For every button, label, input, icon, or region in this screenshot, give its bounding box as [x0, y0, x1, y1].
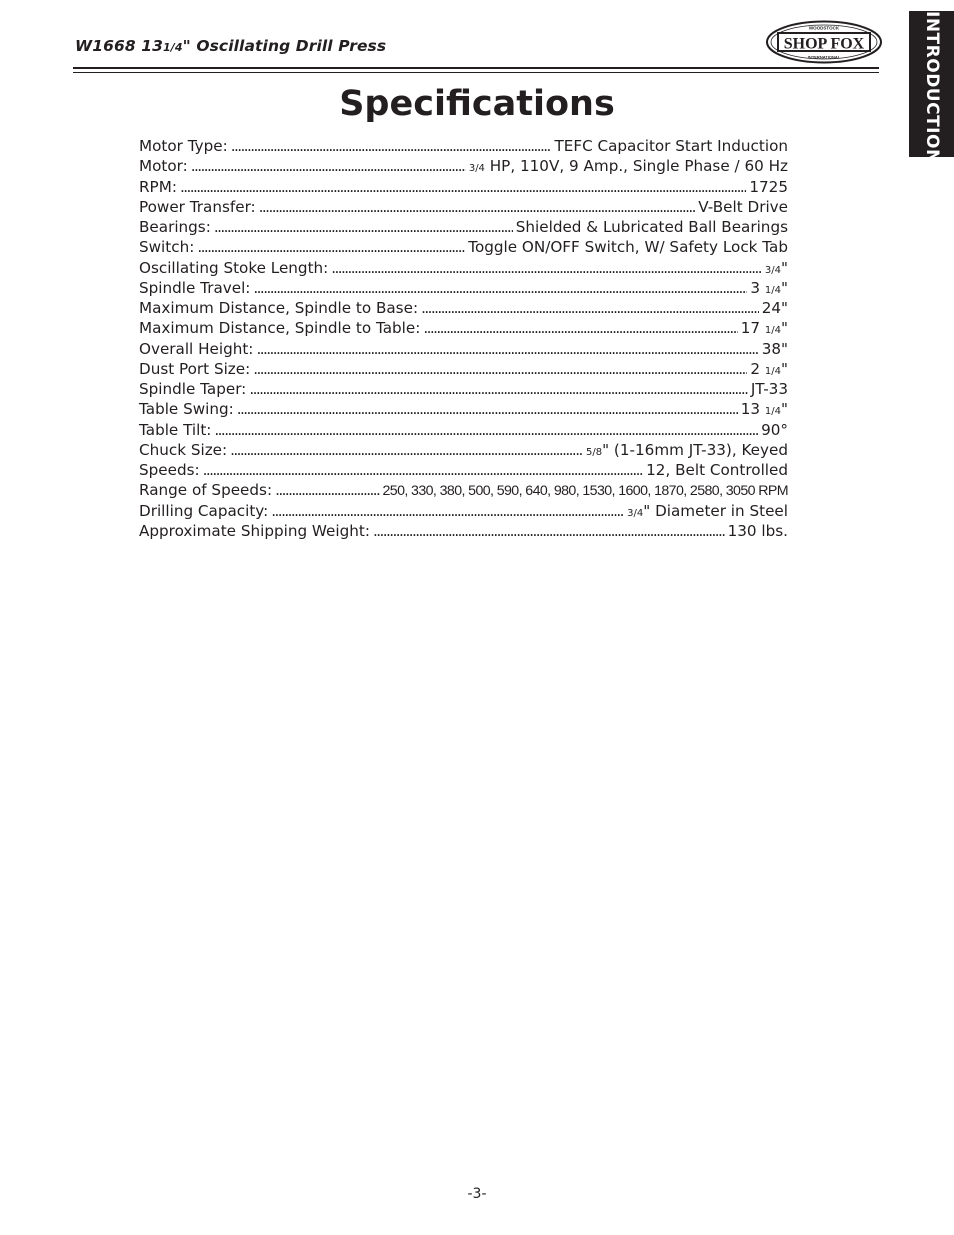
spec-value — [762, 340, 788, 358]
spec-value — [761, 421, 788, 439]
spec-value-text: Toggle ON/OFF Switch, W/ Safety Lock Tab — [468, 238, 788, 257]
spec-label: Approximate Shipping Weight: — [139, 521, 370, 540]
spec-row — [139, 360, 788, 380]
spec-label: Range of Speeds: — [139, 481, 273, 500]
spec-row — [139, 157, 788, 177]
spec-value — [765, 259, 788, 277]
spec-row — [139, 218, 788, 238]
spec-row — [139, 522, 788, 542]
dot-leader — [331, 259, 762, 277]
spec-value-text: 24" — [761, 299, 788, 317]
spec-label: Motor: — [139, 157, 188, 176]
spec-label: Overall Height: — [139, 339, 254, 358]
spec-value — [749, 178, 788, 196]
spec-label: Drilling Capacity: — [139, 501, 269, 520]
spec-value — [741, 319, 788, 337]
dot-leader — [180, 178, 746, 196]
spec-row — [139, 380, 788, 400]
section-tab-label: INTRODUCTION — [922, 11, 942, 164]
logo-text: SHOP FOX — [783, 35, 865, 53]
specifications-list — [139, 137, 788, 542]
dot-leader — [253, 360, 747, 378]
dot-leader — [271, 502, 624, 520]
dot-leader — [253, 279, 747, 297]
spec-value-text: Shielded & Lubricated Ball Bearings — [515, 218, 788, 236]
spec-value — [751, 380, 788, 398]
dot-leader — [259, 198, 696, 216]
spec-value-fraction: 3/4 — [764, 264, 781, 276]
dot-leader — [203, 461, 644, 479]
page-number: -3- — [467, 1186, 487, 1202]
spec-value — [586, 441, 788, 459]
spec-value-fraction: 1/4 — [764, 325, 781, 337]
spec-label: Speeds: — [139, 461, 200, 479]
spec-value-fraction: 5/8 — [586, 446, 603, 458]
spec-row — [139, 319, 788, 339]
spec-value-suffix: " — [781, 400, 788, 419]
spec-label: Dust Port Size: — [139, 359, 251, 378]
spec-value-text: 130 lbs. — [727, 521, 788, 540]
spec-row — [139, 441, 788, 461]
spec-label: Maximum Distance, Spindle to Base: — [139, 299, 419, 317]
spec-value-text: 1725 — [749, 177, 788, 196]
spec-value-text: 17 — [740, 319, 765, 338]
spec-value-text: " Diameter in Steel — [643, 501, 788, 520]
model-fraction: 1/4 — [163, 41, 183, 54]
dot-leader — [231, 137, 552, 155]
header-rule-thin — [73, 72, 879, 73]
spec-value-text: 2 — [750, 359, 765, 378]
spec-value-text: HP, 110V, 9 Amp., Single Phase / 60 Hz — [484, 157, 788, 176]
spec-value-text: 250, 330, 380, 500, 590, 640, 980, 1530, 1600, 1870, 2580, 3050 RPM — [382, 483, 788, 500]
spec-value — [762, 299, 788, 317]
spec-label: Table Swing: — [139, 400, 234, 419]
spec-value — [728, 522, 788, 540]
spec-value — [646, 461, 788, 479]
dot-leader — [197, 238, 465, 256]
dot-leader — [249, 380, 748, 398]
dot-leader — [214, 218, 513, 236]
spec-label: Maximum Distance, Spindle to Table: — [139, 319, 421, 338]
dot-leader — [275, 481, 379, 499]
spec-value — [516, 218, 788, 236]
spec-row — [139, 259, 788, 279]
spec-value — [469, 157, 788, 175]
spec-value — [750, 360, 788, 378]
spec-value-text: TEFC Capacitor Start Induction — [554, 137, 788, 155]
spec-value — [750, 279, 788, 297]
dot-leader — [423, 319, 737, 337]
shop-fox-logo — [765, 20, 883, 64]
spec-row — [139, 137, 788, 157]
spec-row — [139, 198, 788, 218]
spec-label: Motor Type: — [139, 137, 228, 155]
spec-value-text: 3 — [750, 278, 765, 297]
spec-label: Switch: — [139, 238, 195, 257]
page-title: Specifications — [339, 84, 615, 124]
logo-top-text: WOODSTOCK — [808, 25, 840, 31]
spec-label: Chuck Size: — [139, 440, 228, 459]
spec-label: Table Tilt: — [139, 420, 212, 439]
spec-row — [139, 481, 788, 501]
manual-header-title — [75, 37, 386, 55]
spec-label: Power Transfer: — [139, 197, 256, 216]
dot-leader — [214, 421, 758, 439]
spec-value-text: 38" — [761, 339, 788, 358]
spec-value-suffix: " — [781, 359, 788, 378]
spec-row — [139, 502, 788, 522]
spec-value — [627, 502, 788, 520]
spec-value-text: " — [781, 258, 788, 277]
dot-leader — [230, 441, 583, 459]
product-name: " Oscillating Drill Press — [182, 37, 387, 55]
spec-value-text: JT-33 — [750, 380, 788, 398]
dot-leader — [421, 299, 759, 317]
spec-value-fraction: 1/4 — [764, 406, 781, 418]
spec-value-fraction: 3/4 — [627, 507, 644, 519]
logo-bottom-text: INTERNATIONAL — [807, 54, 841, 60]
spec-value-text: 13 — [740, 400, 765, 419]
spec-row — [139, 461, 788, 481]
spec-value-fraction: 1/4 — [764, 284, 781, 296]
spec-value-fraction: 3/4 — [468, 163, 485, 175]
spec-value-suffix: " — [781, 278, 788, 297]
spec-label: Spindle Travel: — [139, 278, 251, 297]
spec-row — [139, 421, 788, 441]
spec-value — [554, 137, 788, 155]
spec-value-text: 12, Belt Controlled — [646, 461, 788, 479]
dot-leader — [191, 157, 466, 175]
spec-label: RPM: — [139, 177, 177, 196]
spec-row — [139, 299, 788, 319]
spec-value-fraction: 1/4 — [764, 365, 781, 377]
dot-leader — [237, 400, 738, 418]
spec-value — [383, 483, 789, 499]
spec-row — [139, 279, 788, 299]
spec-row — [139, 340, 788, 360]
spec-value-text: " (1-16mm JT-33), Keyed — [602, 440, 788, 459]
header-rule-thick — [73, 67, 879, 69]
model-number: W1668 13 — [75, 37, 164, 55]
spec-row — [139, 178, 788, 198]
spec-row — [139, 400, 788, 420]
dot-leader — [373, 522, 725, 540]
spec-value — [468, 238, 788, 256]
spec-label: Bearings: — [139, 218, 211, 236]
spec-row — [139, 238, 788, 258]
spec-value-text: V-Belt Drive — [698, 197, 788, 216]
spec-value-text: 90° — [761, 420, 788, 439]
spec-label: Spindle Taper: — [139, 380, 247, 398]
spec-value-suffix: " — [781, 319, 788, 338]
spec-value — [741, 400, 788, 418]
dot-leader — [256, 340, 758, 358]
spec-value — [698, 198, 788, 216]
spec-label: Oscillating Stoke Length: — [139, 258, 329, 277]
